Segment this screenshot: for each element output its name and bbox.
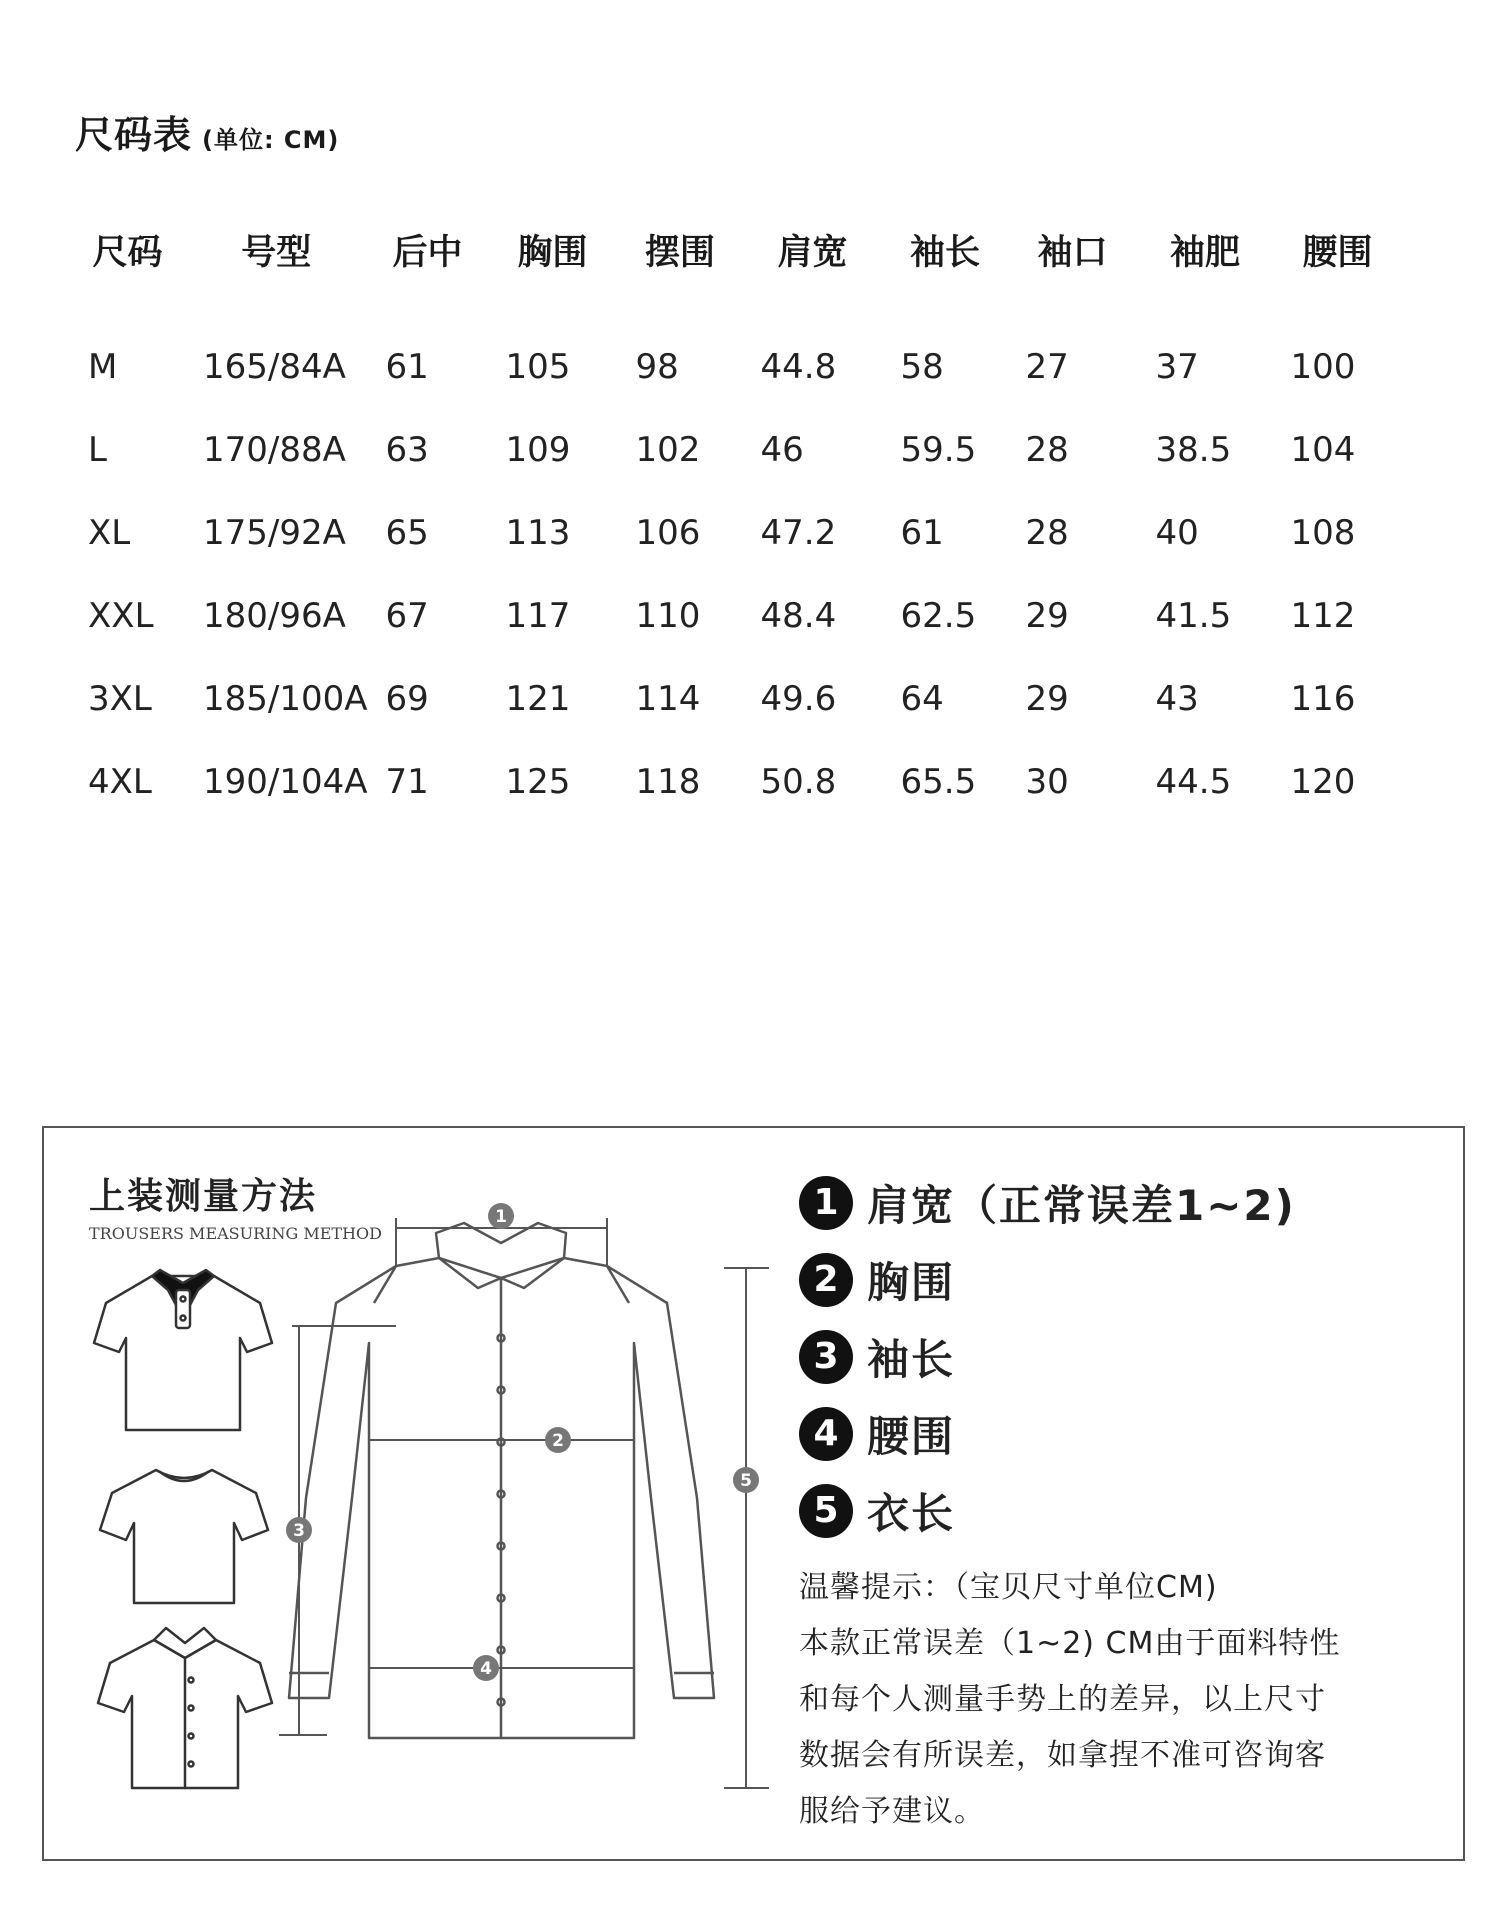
table-cell: 112 (1290, 595, 1356, 636)
legend-item (799, 1472, 1296, 1549)
table-cell: 4XL (88, 761, 152, 802)
legend-label: 衣长 (867, 1488, 956, 1538)
marker-2-label: 2 (552, 1431, 564, 1451)
table-cell: XL (88, 512, 131, 553)
number-badge-icon: 3 (799, 1330, 853, 1384)
marker-1 (488, 1203, 514, 1229)
table-cell: 116 (1290, 678, 1356, 719)
table-cell: 40 (1155, 512, 1199, 553)
table-cell: 69 (385, 678, 429, 719)
table-cell: 104 (1290, 429, 1356, 470)
table-cell: 58 (900, 346, 944, 387)
table-cell: 185/100A (203, 678, 368, 719)
table-cell: 28 (1025, 429, 1069, 470)
table-cell: 29 (1025, 678, 1069, 719)
tips-line: 温馨提示：（宝贝尺寸单位CM) (799, 1570, 1218, 1605)
column-header: 袖口 (1037, 233, 1108, 273)
marker-2 (545, 1427, 571, 1453)
column-header: 号型 (241, 233, 312, 273)
column-header: 肩宽 (777, 233, 848, 273)
column-header: 后中 (392, 233, 463, 273)
tips-line: 服给予建议。 (799, 1794, 985, 1829)
table-row (70, 408, 1403, 491)
table-cell: 59.5 (900, 429, 977, 470)
table-row (70, 285, 1403, 408)
polo-shirt-icon (94, 1270, 272, 1430)
tips-line: 和每个人测量手势上的差异，以上尺寸 (799, 1682, 1326, 1717)
table-cell: 108 (1290, 512, 1356, 553)
table-cell: 120 (1290, 761, 1356, 802)
legend-item (799, 1395, 1296, 1472)
tips-line: 数据会有所误差，如拿捏不准可咨询客 (799, 1738, 1326, 1773)
number-badge-icon: 5 (799, 1484, 853, 1538)
legend-label: 肩宽（正常误差1~2) (867, 1180, 1296, 1230)
table-header-row (70, 215, 1403, 285)
table-cell: 190/104A (203, 761, 368, 802)
tshirt-icon (100, 1470, 268, 1603)
long-sleeve-shirt-drawing (289, 1223, 714, 1738)
tips-text (799, 1560, 1419, 1840)
table-cell: 114 (635, 678, 701, 719)
table-cell: 71 (385, 761, 429, 802)
table-row (70, 740, 1403, 823)
table-cell: 165/84A (203, 346, 346, 387)
table-cell: L (88, 429, 107, 470)
table-cell: 47.2 (760, 512, 837, 553)
table-cell: 29 (1025, 595, 1069, 636)
number-badge-icon: 2 (799, 1253, 853, 1307)
number-badge-icon: 1 (799, 1176, 853, 1230)
table-cell: 65.5 (900, 761, 977, 802)
table-cell: 49.6 (760, 678, 837, 719)
table-cell: 113 (505, 512, 571, 553)
marker-4 (473, 1655, 499, 1681)
tips-line: 本款正常误差（1~2) CM由于面料特性 (799, 1626, 1341, 1661)
measuring-title: 上装测量方法 (89, 1176, 318, 1217)
marker-5 (733, 1467, 759, 1493)
table-cell: 38.5 (1155, 429, 1232, 470)
number-badge-icon: 4 (799, 1407, 853, 1461)
table-row (70, 657, 1403, 740)
table-row (70, 574, 1403, 657)
table-cell: 61 (900, 512, 944, 553)
table-cell: 125 (505, 761, 571, 802)
table-cell: 48.4 (760, 595, 837, 636)
table-cell: XXL (88, 595, 154, 636)
table-cell: 65 (385, 512, 429, 553)
marker-1-label: 1 (495, 1207, 507, 1227)
table-cell: 170/88A (203, 429, 346, 470)
table-cell: 180/96A (203, 595, 346, 636)
table-cell: 63 (385, 429, 429, 470)
table-cell: 105 (505, 346, 571, 387)
marker-5-label: 5 (740, 1471, 752, 1491)
table-cell: 109 (505, 429, 571, 470)
table-cell: 46 (760, 429, 804, 470)
table-cell: 62.5 (900, 595, 977, 636)
table-cell: 50.8 (760, 761, 837, 802)
column-header: 腰围 (1302, 233, 1373, 273)
table-cell: 44.5 (1155, 761, 1232, 802)
legend-label: 胸围 (867, 1257, 956, 1307)
column-header: 袖长 (910, 233, 981, 273)
column-header: 胸围 (517, 233, 588, 273)
table-cell: 67 (385, 595, 429, 636)
marker-3-label: 3 (293, 1521, 305, 1541)
marker-4-label: 4 (480, 1659, 492, 1679)
table-cell: 100 (1290, 346, 1356, 387)
table-cell: 43 (1155, 678, 1199, 719)
table-cell: 121 (505, 678, 571, 719)
table-cell: 27 (1025, 346, 1069, 387)
table-cell: 30 (1025, 761, 1069, 802)
table-cell: 106 (635, 512, 701, 553)
legend-label: 腰围 (867, 1411, 956, 1461)
table-cell: 3XL (88, 678, 152, 719)
table-cell: 44.8 (760, 346, 837, 387)
table-cell: 110 (635, 595, 701, 636)
measure-legend (799, 1164, 1296, 1549)
table-cell: 37 (1155, 346, 1199, 387)
legend-item (799, 1241, 1296, 1318)
table-cell: 98 (635, 346, 679, 387)
legend-label: 袖长 (867, 1334, 956, 1384)
title-text: 尺码表 (75, 113, 193, 157)
table-cell: 102 (635, 429, 701, 470)
table-cell: 28 (1025, 512, 1069, 553)
table-cell: 64 (900, 678, 944, 719)
table-cell: 117 (505, 595, 571, 636)
column-header: 摆围 (645, 233, 716, 273)
page-title (75, 104, 339, 159)
table-cell: 118 (635, 761, 701, 802)
table-cell: 61 (385, 346, 429, 387)
column-header: 尺码 (92, 233, 163, 273)
size-table (70, 215, 1403, 823)
legend-item (799, 1164, 1296, 1241)
table-row (70, 491, 1403, 574)
marker-3 (286, 1517, 312, 1543)
measuring-panel (42, 1126, 1465, 1861)
table-cell: 41.5 (1155, 595, 1232, 636)
table-cell: 175/92A (203, 512, 346, 553)
short-sleeve-shirt-icon (98, 1628, 272, 1788)
table-cell: M (88, 346, 118, 387)
legend-item (799, 1318, 1296, 1395)
unit-note: (单位: CM) (202, 126, 340, 154)
measuring-subtitle: TROUSERS MEASURING METHOD (89, 1224, 382, 1243)
column-header: 袖肥 (1170, 233, 1241, 273)
